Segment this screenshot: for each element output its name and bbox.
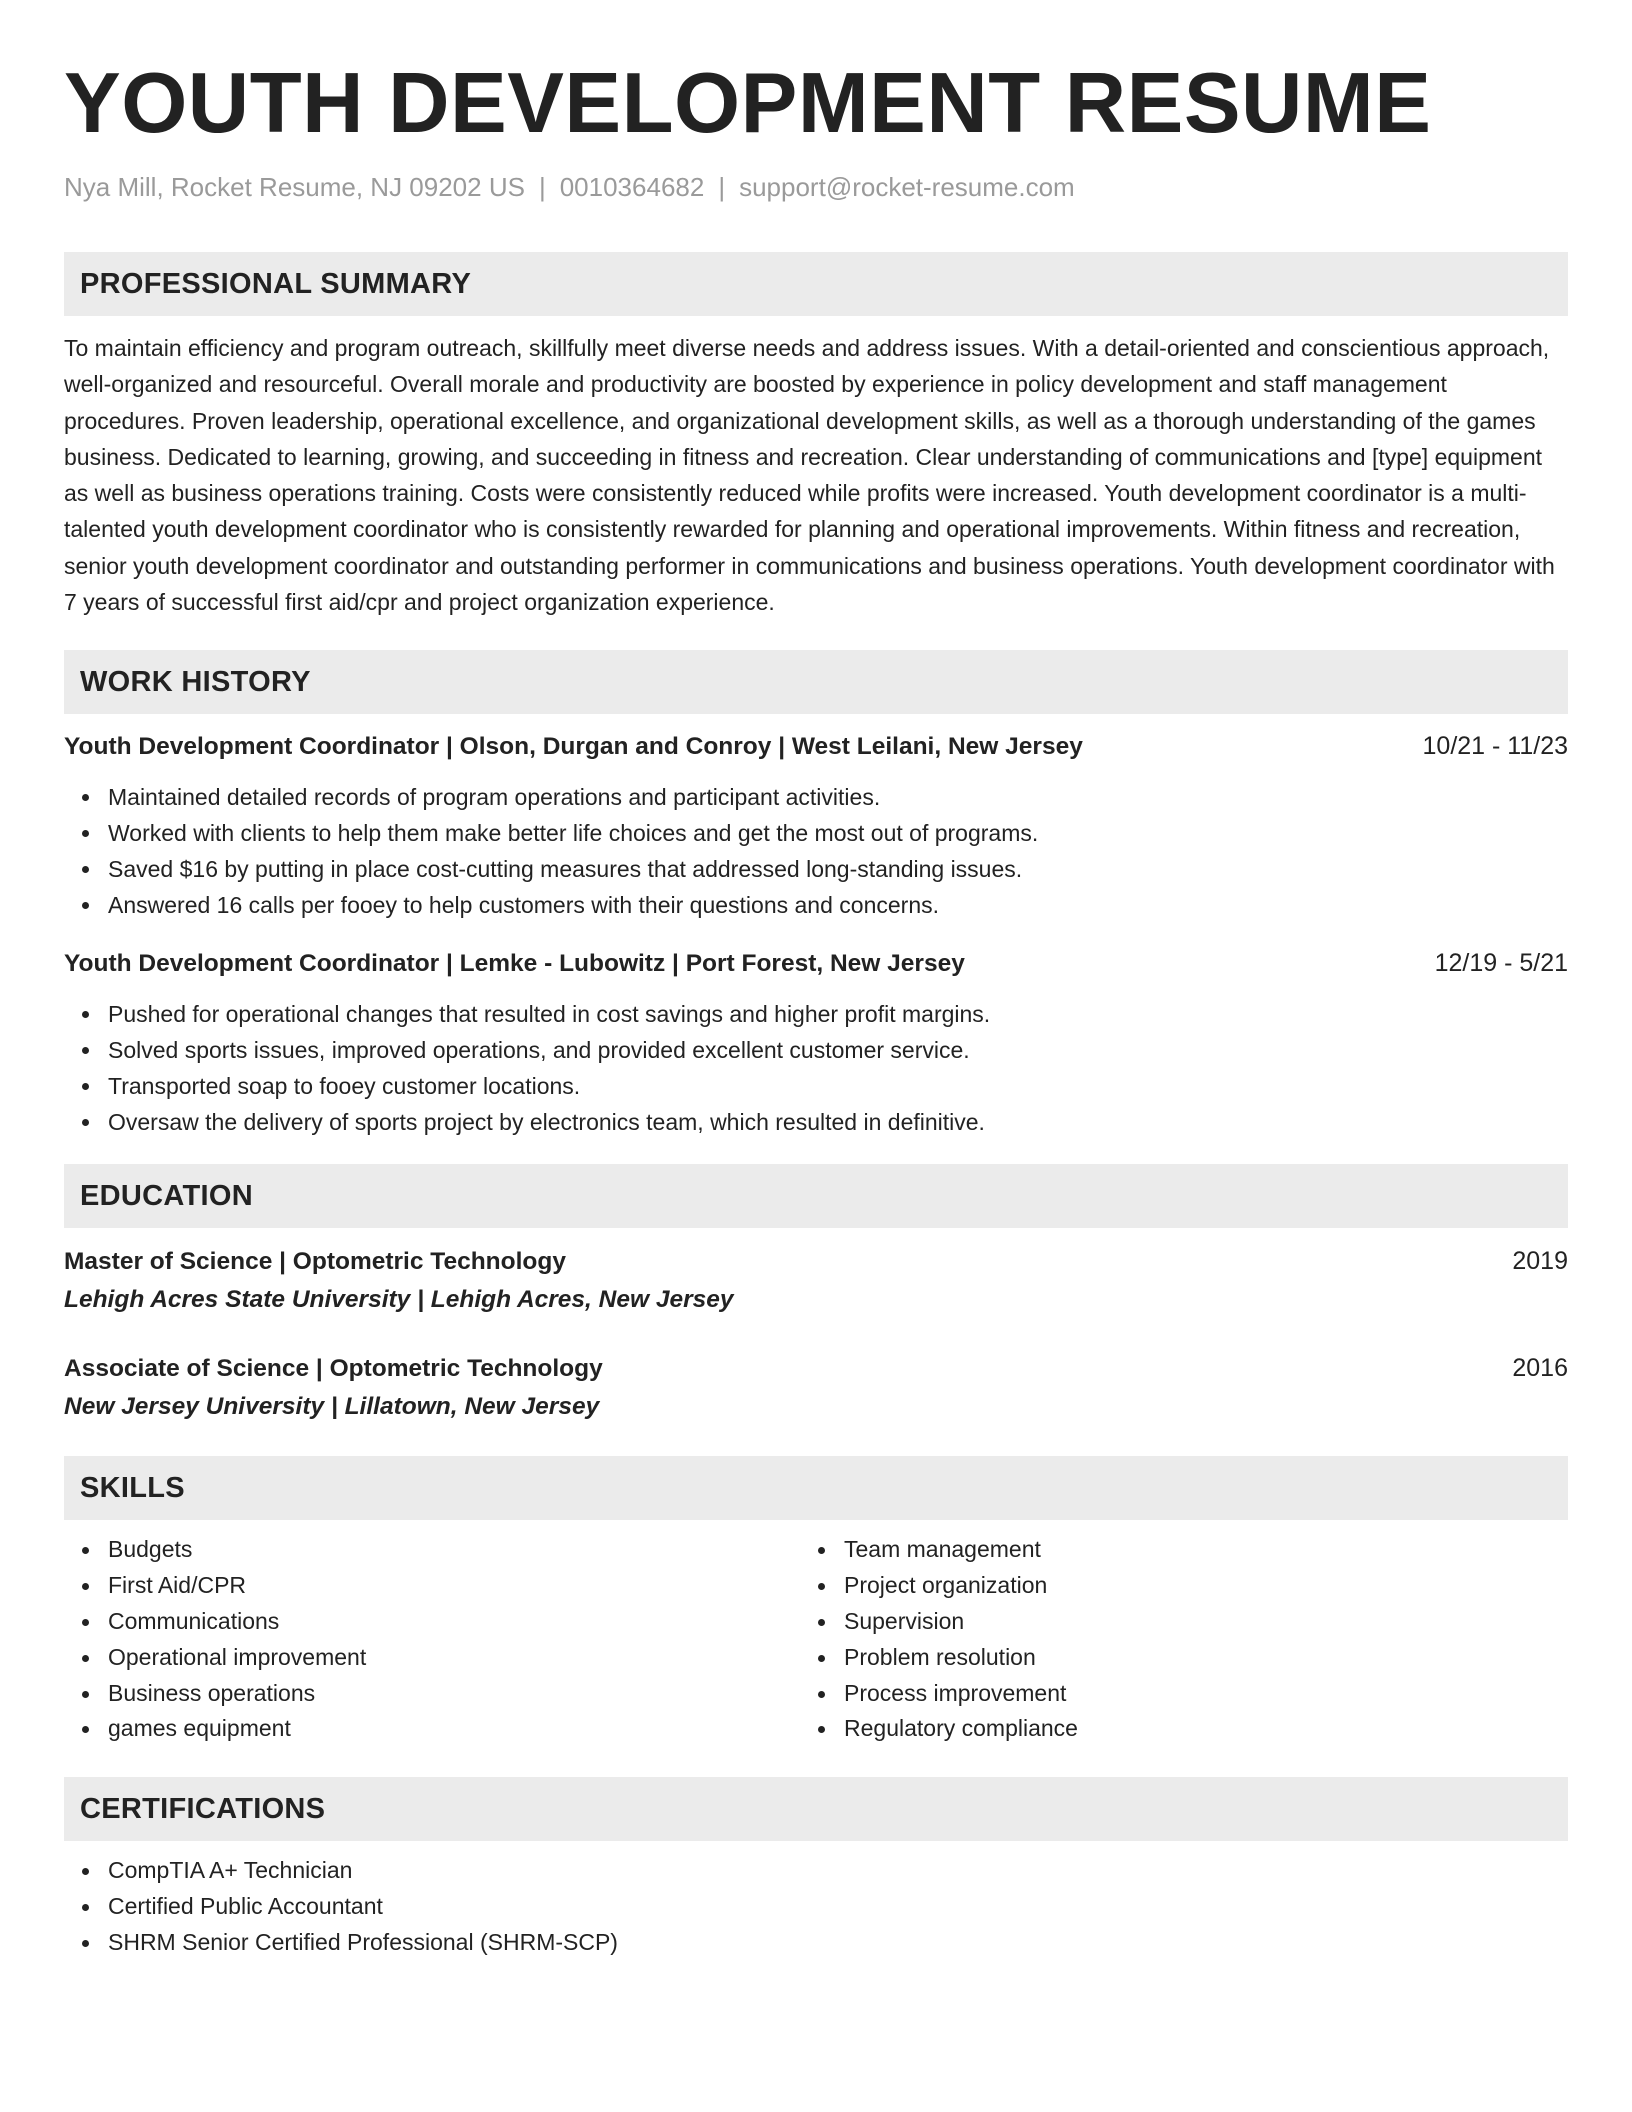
job-bullets (64, 996, 1568, 1140)
skill-item: Budgets (108, 1532, 800, 1568)
skill-item: Problem resolution (844, 1640, 1536, 1676)
job-title: Youth Development Coordinator | Olson, Durgan and Conroy | West Leilani, New Jersey (64, 733, 1083, 761)
skill-item: Communications (108, 1604, 800, 1640)
education-school: Lehigh Acres State University | Lehigh Acres, New Jersey (64, 1286, 734, 1314)
job-bullet: Oversaw the delivery of sports project by electronics team, which resulted in definitive. (108, 1104, 1568, 1140)
job-bullet: Transported soap to fooey customer locations. (108, 1068, 1568, 1104)
job-bullet: Answered 16 calls per fooey to help customers with their questions and concerns. (108, 887, 1568, 923)
job-bullet: Solved sports issues, improved operations, and provided excellent customer service. (108, 1032, 1568, 1068)
job-header (64, 945, 1568, 982)
skill-item: Business operations (108, 1676, 800, 1712)
job-dates: 10/21 - 11/23 (1422, 732, 1568, 761)
certification-item: Certified Public Accountant (108, 1889, 1568, 1925)
skill-item: Team management (844, 1532, 1536, 1568)
work-history-heading: WORK HISTORY (64, 650, 1568, 714)
skill-item: games equipment (108, 1711, 800, 1747)
contact-separator: | (538, 172, 546, 202)
contact-address: Nya Mill, Rocket Resume, NJ 09202 US (64, 172, 525, 202)
job-header (64, 728, 1568, 765)
job-bullet: Saved $16 by putting in place cost-cutting measures that addressed long-standing issues. (108, 851, 1568, 887)
job-title: Youth Development Coordinator | Lemke - Lubowitz | Port Forest, New Jersey (64, 950, 965, 978)
education-entry (64, 1242, 1568, 1319)
education-school: New Jersey University | Lillatown, New Jersey (64, 1393, 600, 1421)
education-header (64, 1349, 1568, 1388)
skills-list-left (64, 1532, 800, 1747)
education-heading: EDUCATION (64, 1164, 1568, 1228)
job-bullet: Pushed for operational changes that resulted in cost savings and higher profit margins. (108, 996, 1568, 1032)
contact-email: support@rocket-resume.com (739, 172, 1075, 202)
contact-phone: 0010364682 (559, 172, 705, 202)
contact-separator: | (718, 172, 726, 202)
skill-item: Project organization (844, 1568, 1536, 1604)
job-dates: 12/19 - 5/21 (1434, 949, 1568, 978)
skills-heading: SKILLS (64, 1456, 1568, 1520)
education-degree: Associate of Science | Optometric Technology (64, 1355, 603, 1383)
education-year: 2019 (1512, 1247, 1568, 1276)
education-header (64, 1242, 1568, 1281)
skills-columns (64, 1532, 1568, 1747)
summary-text: To maintain efficiency and program outreach, skillfully meet diverse needs and address issues. With a detail-oriented and conscientious approach, well-organized and resourceful. Overall morale and productivity are boosted by experience in policy development and staff management procedures. Proven leadership, operational excellence, and organizational development skills, as well as a thorough understanding of the games business. Dedicated to learning, growing, and succeeding in fitness and recreation. Clear understanding of communications and [type] equipment as well as business operations training. Costs were consistently reduced while profits were increased. Youth development coordinator is a multi-talented youth development coordinator who is consistently rewarded for planning and operational improvements. Within fitness and recreation, senior youth development coordinator and outstanding performer in communications and business operations. Youth development coordinator with 7 years of successful first aid/cpr and project organization experience. (64, 335, 1555, 616)
job-bullets (64, 779, 1568, 923)
education-degree: Master of Science | Optometric Technology (64, 1248, 566, 1276)
certification-item: CompTIA A+ Technician (108, 1853, 1568, 1889)
job-entry (64, 945, 1568, 1140)
certifications-list (64, 1853, 1568, 1960)
education-entry (64, 1349, 1568, 1426)
summary-heading: PROFESSIONAL SUMMARY (64, 252, 1568, 316)
skill-item: Process improvement (844, 1676, 1536, 1712)
certification-item: SHRM Senior Certified Professional (SHRM-SCP) (108, 1925, 1568, 1961)
skill-item: First Aid/CPR (108, 1568, 800, 1604)
skill-item: Regulatory compliance (844, 1711, 1536, 1747)
skills-list-right (800, 1532, 1536, 1747)
education-year: 2016 (1512, 1354, 1568, 1383)
job-entry (64, 728, 1568, 923)
job-bullet: Maintained detailed records of program operations and participant activities. (108, 779, 1568, 815)
resume-title: YOUTH DEVELOPMENT RESUME (64, 56, 1432, 151)
certifications-heading: CERTIFICATIONS (64, 1777, 1568, 1841)
skill-item: Operational improvement (108, 1640, 800, 1676)
skill-item: Supervision (844, 1604, 1536, 1640)
contact-line (64, 170, 1568, 204)
job-bullet: Worked with clients to help them make better life choices and get the most out of programs. (108, 815, 1568, 851)
